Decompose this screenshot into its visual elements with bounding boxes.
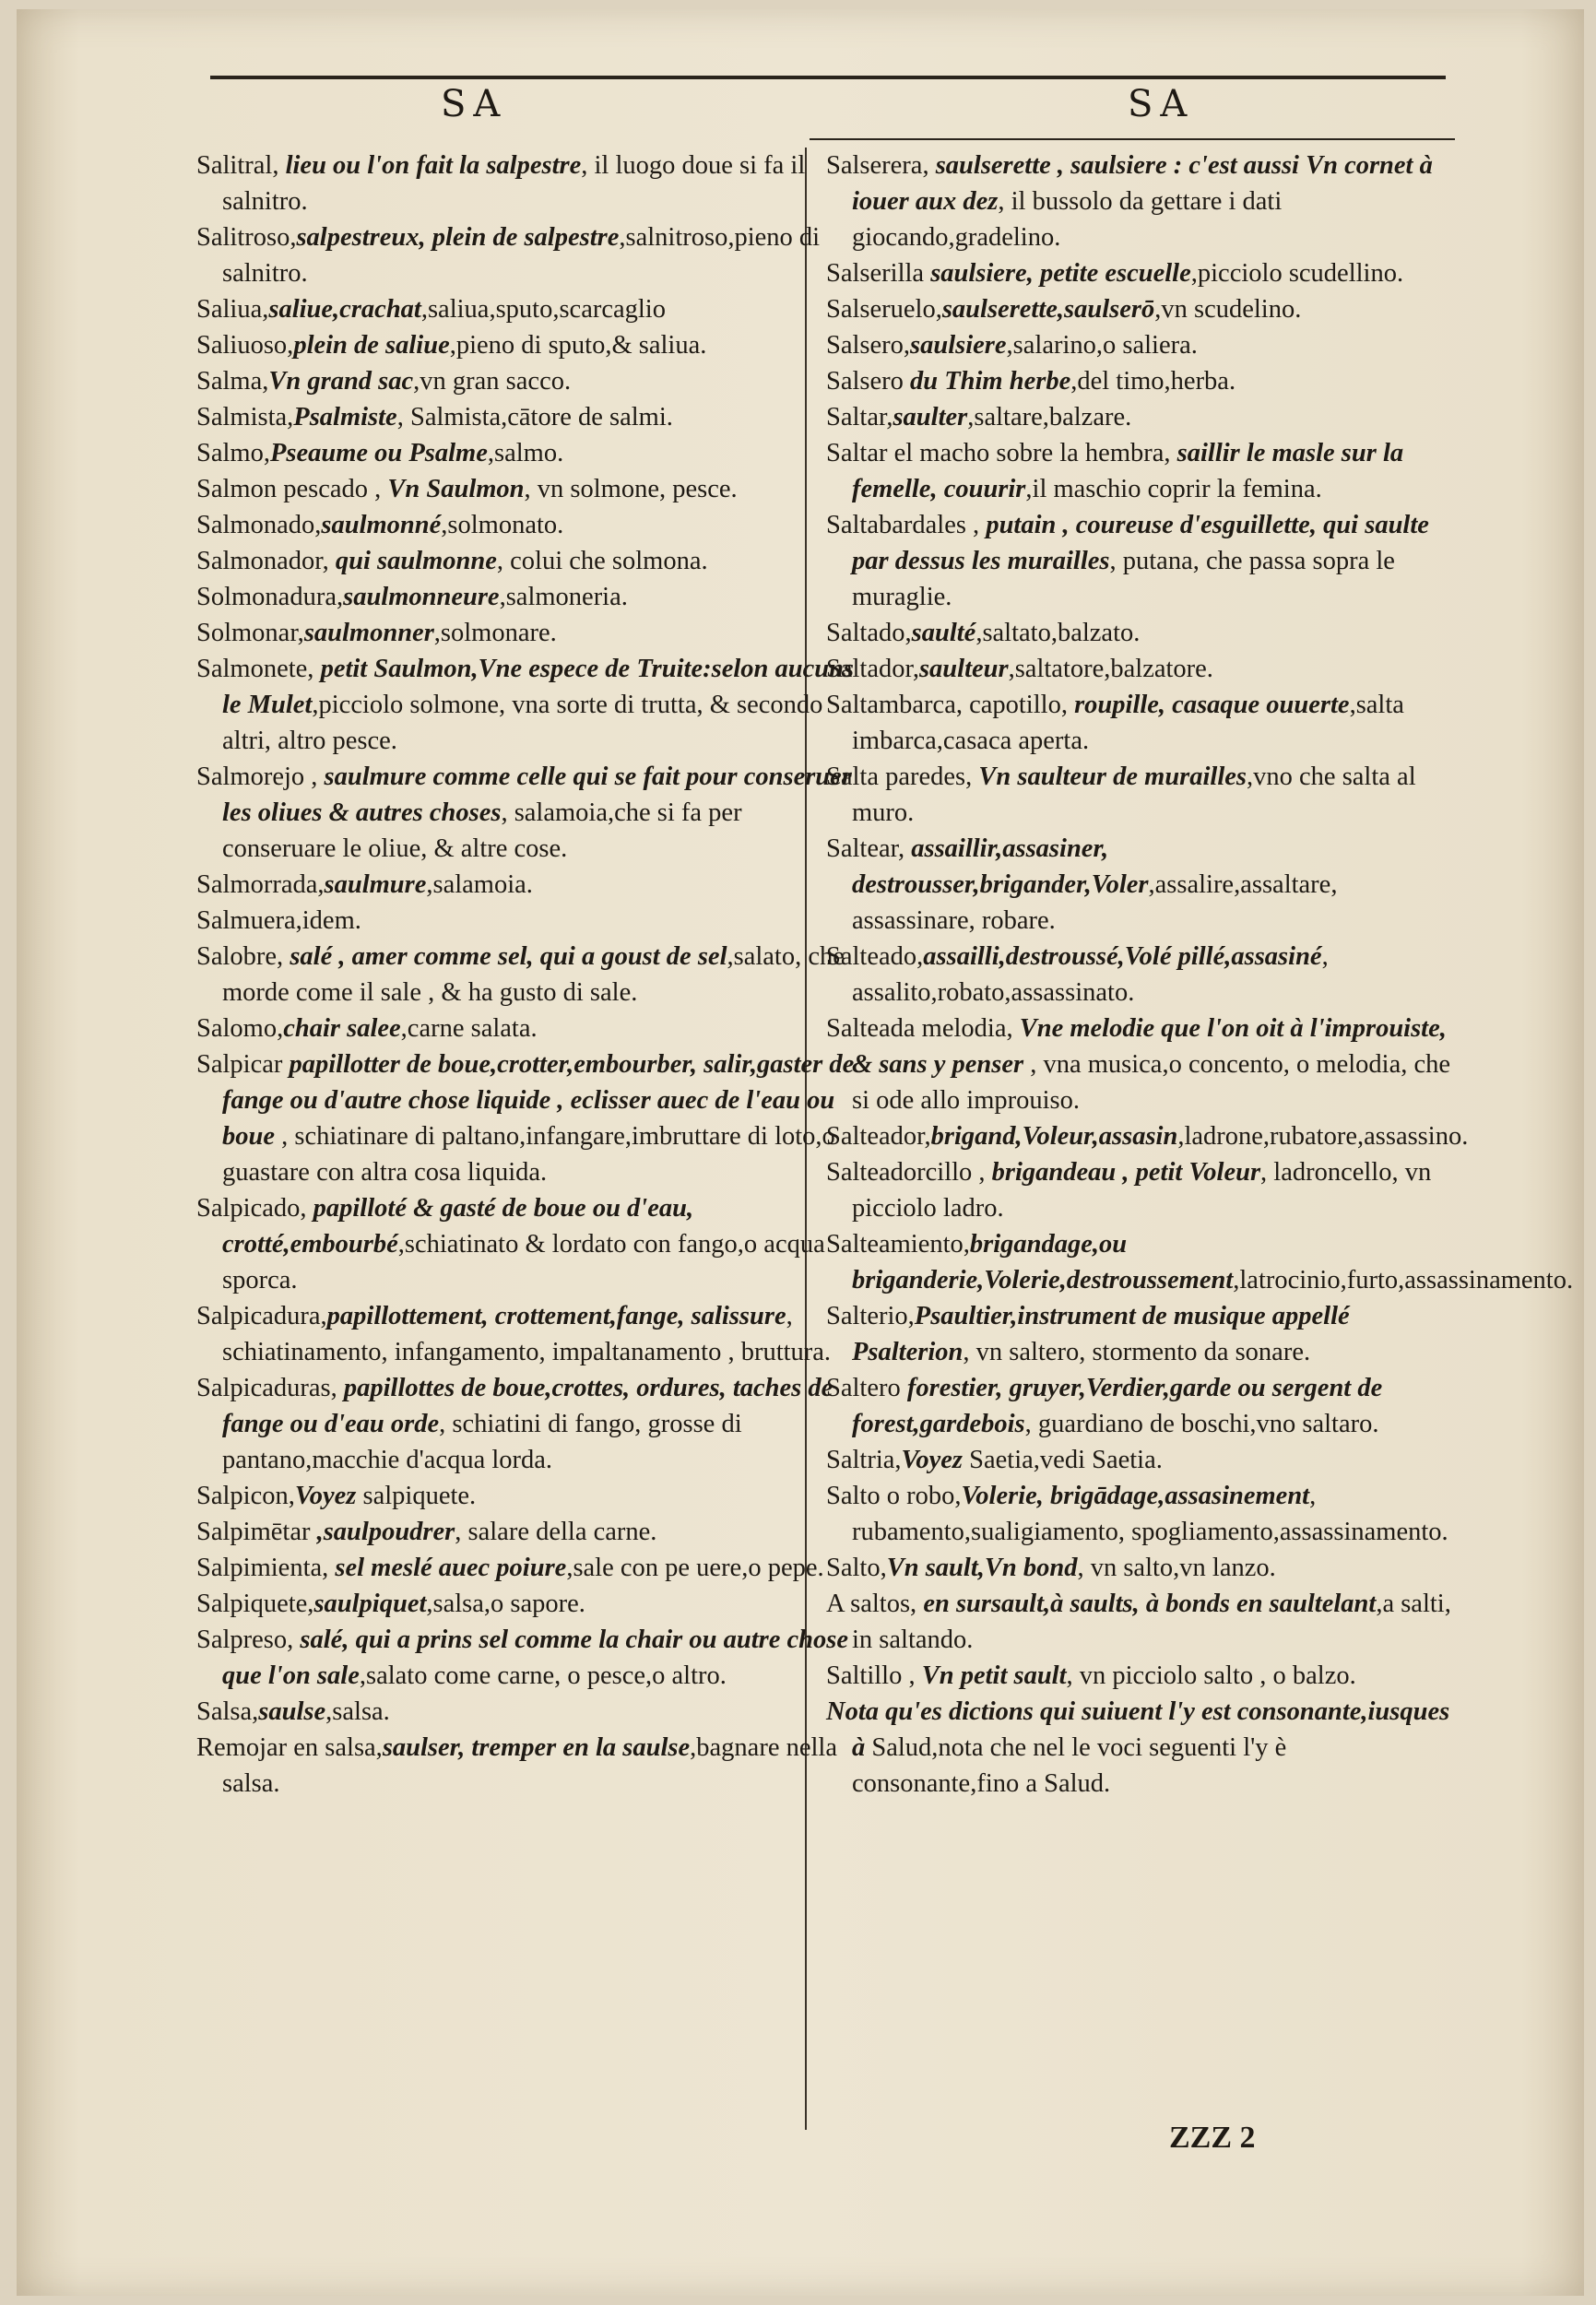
french-gloss: saulté xyxy=(911,619,976,647)
signature-mark: ZZZ 2 xyxy=(1169,2121,1256,2155)
french-gloss: Psalmiste xyxy=(293,403,397,431)
french-gloss: Vn petit sault xyxy=(921,1661,1067,1690)
french-gloss: saulter xyxy=(893,403,968,431)
french-gloss: saulser, tremper en la saulse xyxy=(382,1733,691,1762)
french-gloss: ,saulpoudrer xyxy=(316,1518,455,1546)
headword: Saltria, xyxy=(826,1446,902,1474)
headword: Salserilla xyxy=(826,259,931,288)
italian-gloss: ,saltato,balzato. xyxy=(975,619,1141,647)
headword: Salsero xyxy=(826,367,911,396)
french-gloss: lieu ou l'on fait la salpestre xyxy=(285,151,582,180)
french-gloss: brigand,Voleur,assasin xyxy=(930,1122,1178,1151)
headword: Remojar en salsa, xyxy=(196,1733,383,1762)
top-rule xyxy=(210,76,1446,79)
italian-gloss: ,salnitroso,pieno di salnitro. xyxy=(222,223,821,288)
running-head-right: SA xyxy=(1128,83,1195,125)
french-gloss: saulserette,saulserō xyxy=(941,295,1155,324)
italian-gloss: ,assalire,assaltare, assassinare, robare. xyxy=(852,870,1338,935)
dictionary-entry xyxy=(196,1046,860,1190)
headword: Salteado, xyxy=(826,942,924,971)
italian-gloss: ,latrocinio,furto,assassinamento. xyxy=(1233,1266,1574,1294)
headword: Salserera, xyxy=(826,151,936,180)
headword: Saltear, xyxy=(826,834,912,863)
italian-gloss: ,solmonare. xyxy=(433,619,557,647)
headword: Salmorrada, xyxy=(196,870,325,899)
headword: Solmonadura, xyxy=(196,583,344,611)
italian-gloss: ,salmo. xyxy=(487,439,564,467)
dictionary-entry xyxy=(826,1118,1469,1154)
italian-gloss: ,salamoia. xyxy=(426,870,533,899)
dictionary-entry xyxy=(196,327,860,363)
dictionary-entry xyxy=(196,543,860,579)
headword: Salpimienta, xyxy=(196,1554,336,1582)
headword: Salitral, xyxy=(196,151,286,180)
dictionary-entry xyxy=(826,687,1453,759)
french-gloss: saulserette , saulsiere : c'est aussi Vn cornet à iouer aux dez xyxy=(852,151,1433,216)
italian-gloss: ,solmonato. xyxy=(441,511,564,539)
dictionary-entry xyxy=(196,1622,860,1694)
headword: Salmorejo , xyxy=(196,762,325,791)
headword: Salpicon, xyxy=(196,1482,295,1510)
dictionary-entry xyxy=(826,363,1453,399)
dictionary-entry xyxy=(826,1550,1453,1586)
french-gloss: papillottement, crottement,fange, salissure xyxy=(326,1302,786,1330)
french-gloss: Voyez xyxy=(901,1446,964,1474)
french-gloss: en sursault,à saults, à bonds en saultelant xyxy=(923,1590,1377,1618)
french-gloss: sel meslé auec poiure xyxy=(335,1554,567,1582)
dictionary-entry xyxy=(196,1730,860,1802)
italian-gloss: , vn salto,vn lanzo. xyxy=(1077,1554,1276,1582)
dictionary-entry xyxy=(826,831,1453,939)
italian-gloss: ,il maschio coprir la femina. xyxy=(1025,475,1322,503)
french-gloss: putain , coureuse d'esguillette, qui saulte par dessus les murailles xyxy=(852,511,1429,575)
french-gloss: saillir le masle sur la femelle, couurir xyxy=(852,439,1404,503)
italian-gloss: , schiatinamento, infangamento, impaltanamento , bruttura. xyxy=(222,1302,832,1366)
headword: Saltillo , xyxy=(826,1661,922,1690)
dictionary-entry xyxy=(196,507,860,543)
dictionary-entry xyxy=(826,1370,1453,1442)
french-gloss: Vn grand sac xyxy=(268,367,414,396)
dictionary-entry xyxy=(196,1190,860,1298)
italian-gloss: Salud,nota che nel le voci seguenti l'y è consonante,fino a Salud. xyxy=(852,1733,1287,1798)
headword: Salteamiento, xyxy=(826,1230,970,1259)
headword: Salmista, xyxy=(196,403,294,431)
dictionary-entry xyxy=(196,435,860,471)
french-gloss: chair salee xyxy=(283,1014,401,1043)
right-column xyxy=(826,148,1574,1802)
headword: Salmuera,idem. xyxy=(196,906,361,935)
french-gloss: saulse xyxy=(258,1697,326,1726)
french-gloss: salé, qui a prins sel comme la chair ou autre chose que l'on sale xyxy=(222,1625,848,1690)
french-gloss: assailli,destroussé,Volé pillé,assasiné xyxy=(923,942,1322,971)
headword: Salto o robo, xyxy=(826,1482,962,1510)
french-gloss: Psaultier,instrument de musique appellé Psalterion xyxy=(852,1302,1350,1366)
dictionary-entry xyxy=(196,579,860,615)
headword: Salma, xyxy=(196,367,269,396)
french-gloss: papillottes de boue,crottes, ordures, taches de fange ou d'eau orde xyxy=(222,1374,833,1438)
dictionary-entry xyxy=(196,1514,860,1550)
headword: Salmo, xyxy=(196,439,270,467)
headword: Salpimētar xyxy=(196,1518,317,1546)
dictionary-entry xyxy=(196,615,860,651)
book-page xyxy=(17,9,1584,2296)
headword: Salpicar xyxy=(196,1050,290,1079)
headword: Salsero, xyxy=(826,331,911,360)
italian-gloss: ,bagnare nella salsa. xyxy=(222,1733,837,1798)
dictionary-entry xyxy=(196,1586,860,1622)
dictionary-entry xyxy=(196,291,860,327)
french-gloss: assaillir,assasiner, destrousser,brigander,Voler xyxy=(852,834,1149,899)
headword: Saltabardales , xyxy=(826,511,987,539)
headword: Salomo, xyxy=(196,1014,284,1043)
italian-gloss: , rubamento,sualigiamento, spogliamento,assassinamento. xyxy=(852,1482,1448,1546)
dictionary-entry xyxy=(196,903,860,939)
italian-gloss: ,ladrone,rubatore,assassino. xyxy=(1177,1122,1469,1151)
dictionary-entry xyxy=(826,1658,1453,1694)
header-rule xyxy=(810,138,1455,140)
french-gloss: salé , amer comme sel, qui a goust de sel xyxy=(290,942,727,971)
headword: Salmon pescado , xyxy=(196,475,388,503)
headword: Salteador, xyxy=(826,1122,931,1151)
french-gloss: saulmonné xyxy=(321,511,442,539)
headword: Saltador, xyxy=(826,655,919,683)
french-gloss: saulteur xyxy=(918,655,1009,683)
headword: Salterio, xyxy=(826,1302,915,1330)
french-gloss: brigandeau , petit Voleur xyxy=(991,1158,1261,1187)
headword: Salpicado, xyxy=(196,1194,313,1223)
italian-gloss: Saetia,vedi Saetia. xyxy=(963,1446,1163,1474)
dictionary-entry xyxy=(196,1694,860,1730)
french-gloss: forestier, gruyer,Verdier,garde ou sergent de forest,gardebois xyxy=(852,1374,1383,1438)
dictionary-entry xyxy=(826,939,1453,1011)
dictionary-entry xyxy=(826,759,1453,831)
french-gloss: saulmonner xyxy=(303,619,434,647)
french-gloss: qui saulmonne xyxy=(335,547,497,575)
left-column xyxy=(196,148,860,1802)
headword: Saliua, xyxy=(196,295,269,324)
italian-gloss: , schiatinare di paltano,infangare,imbruttare di loto,o guastare con altra cosa liquida. xyxy=(222,1122,835,1187)
headword: Salmonete, xyxy=(196,655,321,683)
italian-gloss: , il luogo doue si fa il salnitro. xyxy=(222,151,806,216)
italian-gloss: ,saltare,balzare. xyxy=(967,403,1132,431)
italian-gloss: , il bussolo da gettare i dati giocando,gradelino. xyxy=(852,187,1283,252)
french-gloss: salpestreux, plein de salpestre xyxy=(296,223,620,252)
italian-gloss: salpiquete. xyxy=(356,1482,477,1510)
dictionary-entry xyxy=(196,939,860,1011)
headword: Salto, xyxy=(826,1554,887,1582)
french-gloss: brigandage,ou briganderie,Volerie,destroussement xyxy=(852,1230,1234,1294)
dictionary-entry xyxy=(196,1478,860,1514)
dictionary-entry xyxy=(826,291,1453,327)
italian-gloss: , vn solmone, pesce. xyxy=(524,475,738,503)
dictionary-entry xyxy=(826,615,1453,651)
french-gloss: saulmure comme celle qui se fait pour conseruer les oliues & autres choses xyxy=(222,762,852,827)
french-gloss: Volerie, brigādage,assasinement xyxy=(961,1482,1310,1510)
italian-gloss: ,picciolo solmone, vna sorte di trutta, & secondo altri, altro pesce. xyxy=(222,691,823,755)
italian-gloss: , guardiano de boschi,vno saltaro. xyxy=(1024,1410,1379,1438)
dictionary-entry xyxy=(196,148,860,219)
french-gloss: Voyez xyxy=(294,1482,357,1510)
french-gloss: Pseaume ou Psalme xyxy=(269,439,488,467)
dictionary-entry xyxy=(196,219,860,291)
dictionary-entry xyxy=(826,148,1453,255)
headword: Salitroso, xyxy=(196,223,297,252)
headword: Salseruelo, xyxy=(826,295,942,324)
italian-gloss: ,schiatinato & lordato con fango,o acqua sporca. xyxy=(222,1230,825,1294)
headword: Saltero xyxy=(826,1374,907,1402)
italian-gloss: ,carne salata. xyxy=(400,1014,538,1043)
italian-gloss: ,del timo,herba. xyxy=(1070,367,1236,396)
italian-gloss: , salare della carne. xyxy=(455,1518,657,1546)
italian-gloss: ,vn gran sacco. xyxy=(413,367,572,396)
french-gloss: du Thim herbe xyxy=(910,367,1071,396)
dictionary-entry xyxy=(826,1011,1453,1118)
dictionary-entry xyxy=(196,867,860,903)
headword: Salmonador, xyxy=(196,547,336,575)
french-gloss: saulpiquet xyxy=(313,1590,427,1618)
headword: Salteada melodia, xyxy=(826,1014,1020,1043)
italian-gloss: ,salta imbarca,casaca aperta. xyxy=(852,691,1404,755)
italian-gloss: ,picciolo scudellino. xyxy=(1190,259,1404,288)
dictionary-entry xyxy=(196,471,860,507)
headword: Salmonado, xyxy=(196,511,322,539)
french-gloss: roupille, casaque ouuerte xyxy=(1074,691,1350,719)
italian-gloss: , ladroncello, vn picciolo ladro. xyxy=(852,1158,1432,1223)
dictionary-entry xyxy=(196,1298,860,1370)
headword: Saltar el macho sobre la hembra, xyxy=(826,439,1177,467)
headword: Saliuoso, xyxy=(196,331,294,360)
headword: Salpicaduras, xyxy=(196,1374,344,1402)
italian-gloss: ,salmoneria. xyxy=(499,583,628,611)
dictionary-entry xyxy=(826,1154,1453,1226)
french-gloss: saulsiere xyxy=(910,331,1007,360)
dictionary-entry xyxy=(826,651,1453,687)
italian-gloss: , salamoia,che si fa per conseruare le oliue, & altre cose. xyxy=(222,798,742,863)
french-gloss: Vn saulteur de murailles xyxy=(978,762,1247,791)
dictionary-entry xyxy=(826,1694,1453,1802)
italian-gloss: , Salmista,cātore de salmi. xyxy=(396,403,673,431)
italian-gloss: ,saltatore,balzatore. xyxy=(1008,655,1213,683)
headword: Solmonar, xyxy=(196,619,304,647)
french-gloss: saulmure xyxy=(324,870,427,899)
italian-gloss: ,salato, che morde come il sale , & ha gusto di sale. xyxy=(222,942,845,1007)
dictionary-entry xyxy=(826,1442,1453,1478)
french-gloss: plein de saliue xyxy=(293,331,450,360)
dictionary-entry xyxy=(196,363,860,399)
dictionary-entry xyxy=(196,1011,860,1046)
dictionary-entry xyxy=(826,1226,1574,1298)
italian-gloss: , colui che solmona. xyxy=(496,547,708,575)
italian-gloss: , schiatini di fango, grosse di pantano,macchie d'acqua lorda. xyxy=(222,1410,742,1474)
headword: Saltado, xyxy=(826,619,912,647)
italian-gloss: ,salsa,o sapore. xyxy=(426,1590,585,1618)
french-gloss: Vne melodie que l'on oit à l'improuiste, & sans y penser xyxy=(852,1014,1447,1079)
italian-gloss: ,salato come carne, o pesce,o altro. xyxy=(359,1661,727,1690)
french-gloss: saulmonneure xyxy=(343,583,500,611)
headword: Salpiquete, xyxy=(196,1590,314,1618)
italian-gloss: ,pieno di sputo,& saliua. xyxy=(449,331,707,360)
italian-gloss: ,salarino,o saliera. xyxy=(1006,331,1198,360)
headword: Salteadorcillo , xyxy=(826,1158,992,1187)
french-gloss: Vn sault,Vn bond xyxy=(886,1554,1078,1582)
italian-gloss: ,vn scudelino. xyxy=(1154,295,1302,324)
dictionary-entry xyxy=(196,651,860,759)
italian-gloss: ,vno che salta al muro. xyxy=(852,762,1416,827)
headword: Saltar, xyxy=(826,403,893,431)
french-gloss: Vn Saulmon xyxy=(387,475,525,503)
french-gloss: papilloté & gasté de boue ou d'eau, crotté,embourbé xyxy=(222,1194,694,1259)
headword: Salpicadura, xyxy=(196,1302,327,1330)
dictionary-entry xyxy=(826,507,1453,615)
headword: Salobre, xyxy=(196,942,290,971)
headword: Salta paredes, xyxy=(826,762,979,791)
dictionary-entry xyxy=(196,759,860,867)
dictionary-entry xyxy=(826,1298,1453,1370)
running-head-left: SA xyxy=(441,83,508,125)
headword: Salsa, xyxy=(196,1697,259,1726)
italian-gloss: , vn picciolo salto , o balzo. xyxy=(1066,1661,1356,1690)
italian-gloss: , putana, che passa sopra le muraglie. xyxy=(852,547,1395,611)
headword: A saltos, xyxy=(826,1590,924,1618)
italian-gloss: ,sale con pe uere,o pepe. xyxy=(566,1554,824,1582)
french-gloss: saulsiere, petite escuelle xyxy=(930,259,1191,288)
italian-gloss: , vna musica,o concento, o melodia, che si ode allo improuiso. xyxy=(852,1050,1451,1115)
french-gloss: papillotter de boue,crotter,embourber, salir,gaster de fange ou d'autre chose liquide , eclisser auec de l'eau ou boue xyxy=(222,1050,855,1151)
dictionary-entry xyxy=(826,255,1453,291)
dictionary-entry xyxy=(196,1370,860,1478)
dictionary-entry xyxy=(826,435,1453,507)
dictionary-entry xyxy=(826,1478,1453,1550)
italian-gloss: ,salsa. xyxy=(325,1697,390,1726)
french-gloss: petit Saulmon,Vne espece de Truite:selon aucuns le Mulet xyxy=(222,655,855,719)
dictionary-entry xyxy=(826,399,1453,435)
italian-gloss: ,saliua,sputo,scarcaglio xyxy=(420,295,666,324)
french-gloss: Nota qu'es dictions qui suiuent l'y est consonante,iusques à xyxy=(826,1697,1450,1762)
italian-gloss: , assalito,robato,assassinato. xyxy=(852,942,1329,1007)
headword: Saltambarca, capotillo, xyxy=(826,691,1075,719)
dictionary-entry xyxy=(196,399,860,435)
dictionary-entry xyxy=(826,1586,1453,1658)
dictionary-entry xyxy=(826,327,1453,363)
italian-gloss: ,a salti, in saltando. xyxy=(852,1590,1451,1654)
italian-gloss: , vn saltero, stormento da sonare. xyxy=(963,1338,1311,1366)
headword: Salpreso, xyxy=(196,1625,301,1654)
french-gloss: saliue,crachat xyxy=(268,295,421,324)
dictionary-entry xyxy=(196,1550,860,1586)
